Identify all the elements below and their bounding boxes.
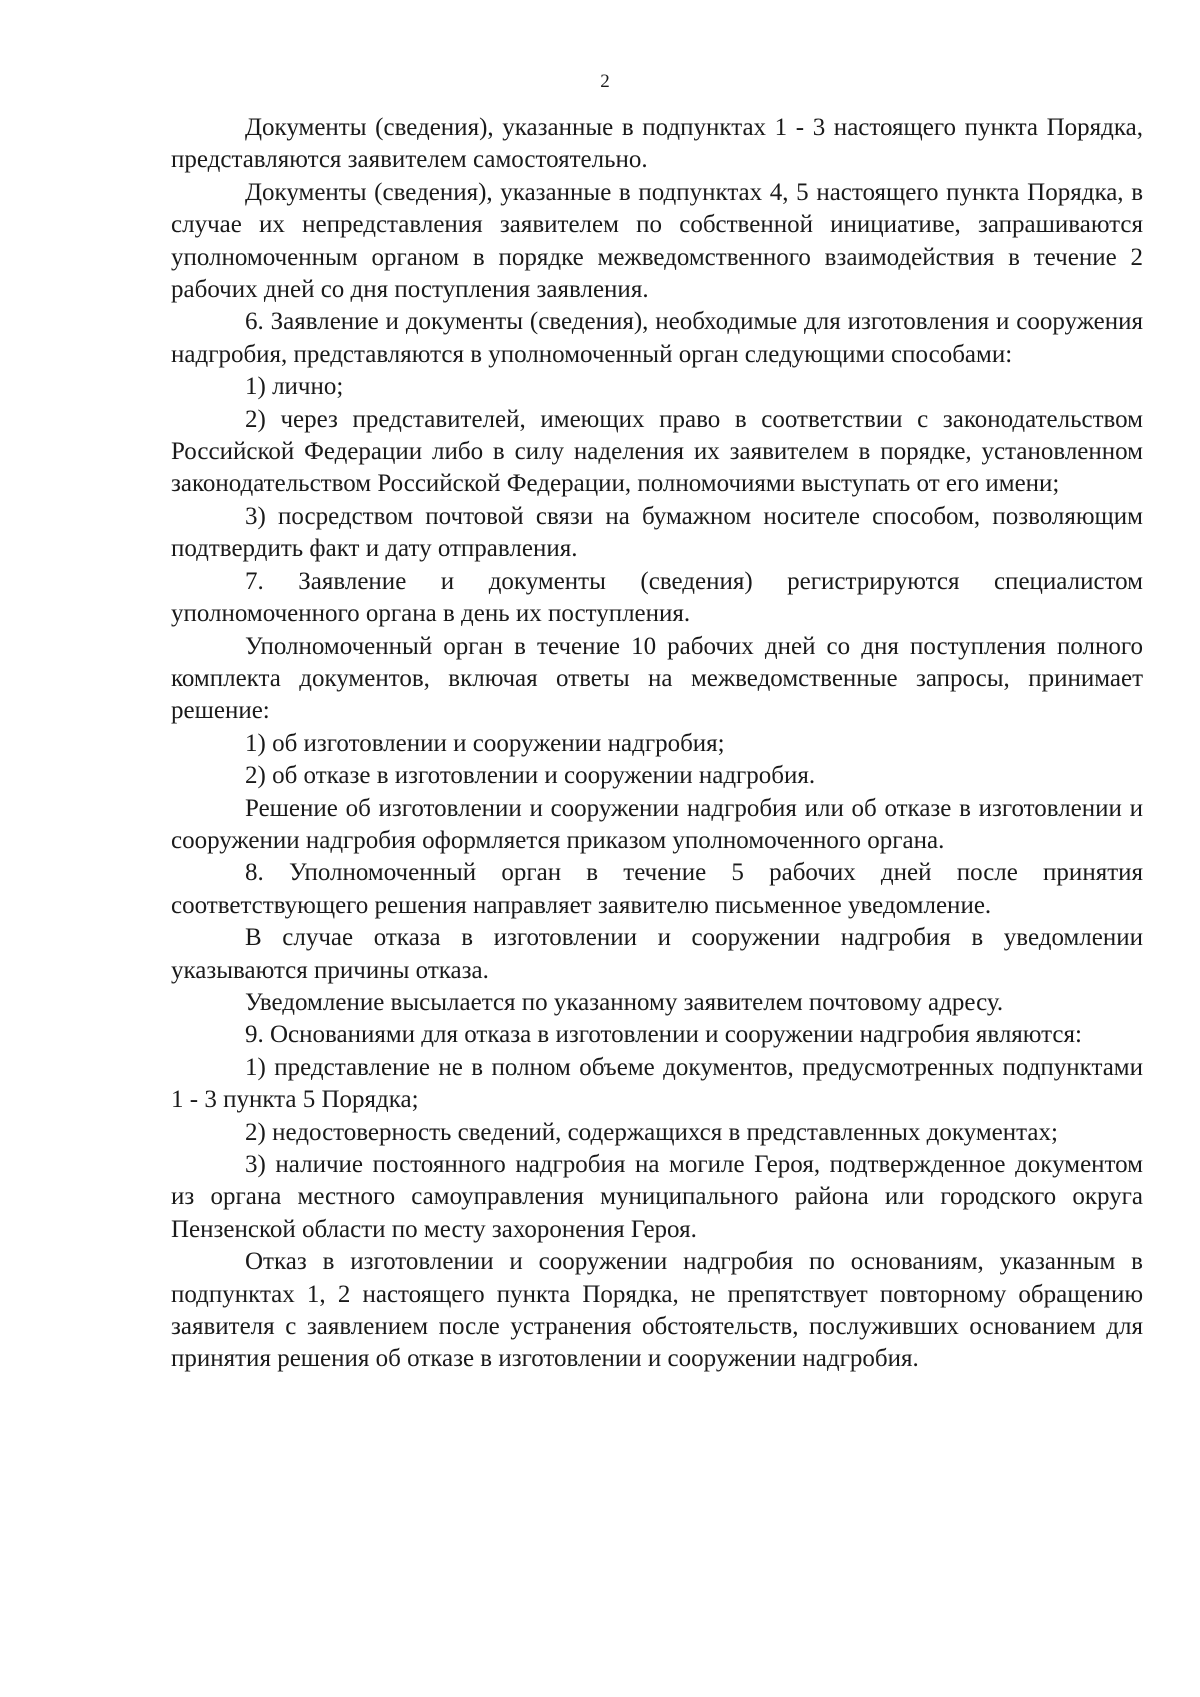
list-item: 2) об отказе в изготовлении и сооружении надгробия. bbox=[245, 762, 816, 790]
document-body bbox=[171, 112, 1143, 1376]
paragraph: 7. Заявление и документы (сведения) регистрируются специалистом уполномоченного органа в день их поступления. bbox=[171, 567, 1143, 628]
paragraph: Решение об изготовлении и сооружении надгробия или об отказе в изготовлении и сооружении надгробия оформляется приказом уполномоченного органа. bbox=[171, 794, 1143, 854]
paragraph: Уведомление высылается по указанному заявителем почтовому адресу. bbox=[245, 988, 1004, 1016]
paragraph: 6. Заявление и документы (сведения), необходимые для изготовления и сооружения надгробия, представляются в уполномоченный орган следующими способами: bbox=[171, 308, 1143, 368]
list-item: 1) представление не в полном объеме документов, предусмотренных подпунктами 1 - 3 пункта 5 Порядка; bbox=[171, 1053, 1143, 1114]
list-item: 3) посредством почтовой связи на бумажном носителе способом, позволяющим подтвердить факт и дату отправления. bbox=[171, 502, 1143, 563]
paragraph: Уполномоченный орган в течение 10 рабочих дней со дня поступления полного комплекта документов, включая ответы на межведомственные запросы, принимает решение: bbox=[171, 632, 1143, 725]
page-number: 2 bbox=[600, 71, 610, 92]
list-item: 1) лично; bbox=[245, 373, 344, 401]
paragraph: Документы (сведения), указанные в подпунктах 1 - 3 настоящего пункта Порядка, представляются заявителем самостоятельно. bbox=[171, 114, 1143, 174]
paragraph: В случае отказа в изготовлении и сооружении надгробия в уведомлении указываются причины отказа. bbox=[171, 924, 1143, 984]
paragraph: 8. Уполномоченный орган в течение 5 рабочих дней после принятия соответствующего решения направляет заявителю письменное уведомление. bbox=[171, 859, 1143, 919]
paragraph: Документы (сведения), указанные в подпунктах 4, 5 настоящего пункта Порядка, в случае их непредставления заявителем по собственной инициативе, запрашиваются уполномоченным органом в порядке межведомственного взаимодействия в течение 2 рабочих дней со дня поступления заявления. bbox=[171, 178, 1143, 304]
list-item: 2) через представителей, имеющих право в соответствии с законодательством Российской Федерации либо в силу наделения их заявителем в порядке, установленном законодательством Российской Федерации, полномочиями выступать от его имени; bbox=[171, 405, 1143, 498]
list-item: 3) наличие постоянного надгробия на могиле Героя, подтвержденное документом из органа местного самоуправления муниципального района или городского округа Пензенской области по месту захоронения Героя. bbox=[171, 1151, 1143, 1243]
list-item: 1) об изготовлении и сооружении надгробия; bbox=[245, 729, 725, 757]
paragraph: 9. Основаниями для отказа в изготовлении и сооружении надгробия являются: bbox=[245, 1021, 1082, 1049]
list-item: 2) недостоверность сведений, содержащихся в представленных документах; bbox=[245, 1118, 1058, 1146]
paragraph: Отказ в изготовлении и сооружении надгробия по основаниям, указанным в подпунктах 1, 2 настоящего пункта Порядка, не препятствует повторному обращению заявителя с заявлением после устранения обстоятельств, послуживших основанием для принятия решения об отказе в изготовлении и сооружении надгробия. bbox=[171, 1248, 1143, 1373]
